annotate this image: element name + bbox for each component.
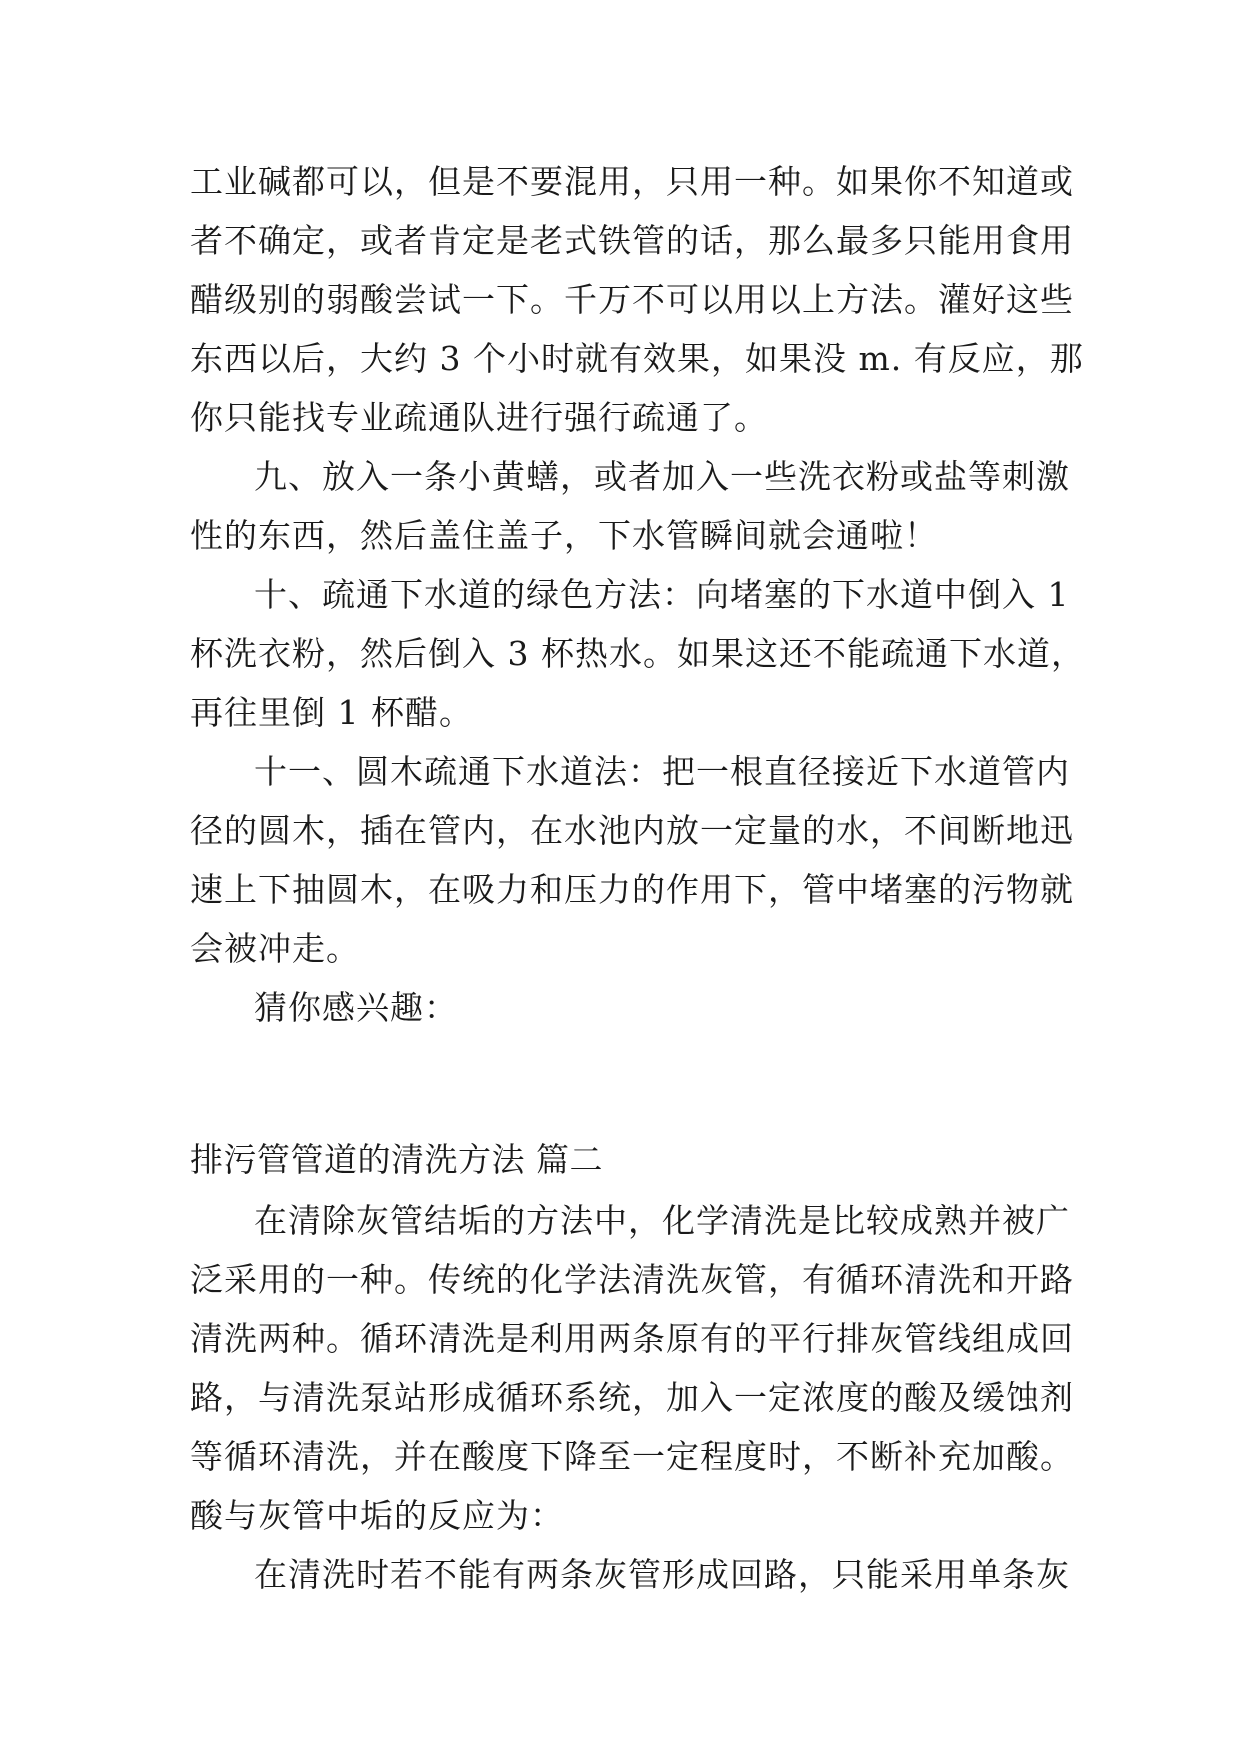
- section-spacer: [190, 1037, 1050, 1129]
- text-line: 泛采用的一种。传统的化学法清洗灰管，有循环清洗和开路: [190, 1260, 1074, 1299]
- document-body: [190, 152, 1085, 1604]
- text-line: 会被冲走。: [190, 929, 360, 968]
- paragraph-method-eleven: [190, 742, 1074, 978]
- text-line: 在清洗时若不能有两条灰管形成回路，只能采用单条灰: [254, 1555, 1070, 1594]
- paragraph-related-interest: [190, 978, 1050, 1037]
- text-line: 醋级别的弱酸尝试一下。千万不可以用以上方法。灌好这些: [190, 280, 1074, 319]
- text-line: 径的圆木，插在管内，在水池内放一定量的水，不间断地迅: [190, 811, 1074, 850]
- text-line: 十一、圆木疏通下水道法：把一根直径接近下水道管内: [254, 752, 1070, 791]
- text-line: 速上下抽圆木，在吸力和压力的作用下，管中堵塞的污物就: [190, 870, 1074, 909]
- paragraph-method-ten: [190, 565, 1085, 742]
- text-line: 酸与灰管中垢的反应为：: [190, 1496, 564, 1535]
- text-line: 在清除灰管结垢的方法中，化学清洗是比较成熟并被广: [254, 1201, 1070, 1240]
- text-line: 者不确定，或者肯定是老式铁管的话，那么最多只能用食用: [190, 221, 1074, 260]
- paragraph-single-pipe: [190, 1545, 1070, 1604]
- text-line: 杯洗衣粉，然后倒入 3 杯热水。如果这还不能疏通下水道，: [190, 634, 1085, 673]
- text-line: 路，与清洗泵站形成循环系统，加入一定浓度的酸及缓蚀剂: [190, 1378, 1074, 1417]
- text-line: 东西以后，大约 3 个小时就有效果，如果没 m. 有反应，那: [190, 339, 1084, 378]
- text-line: 工业碱都可以，但是不要混用，只用一种。如果你不知道或: [190, 162, 1074, 201]
- paragraph-chemical-cleaning: [190, 1191, 1074, 1545]
- paragraph-method-nine: [190, 447, 1070, 565]
- paragraph-alkali-note: [190, 152, 1084, 447]
- text-line: 九、放入一条小黄蟮，或者加入一些洗衣粉或盐等刺激: [254, 457, 1070, 496]
- related-interest-label: 猜你感兴趣：: [254, 988, 458, 1027]
- text-line: 你只能找专业疏通队进行强行疏通了。: [190, 398, 768, 437]
- text-line: 性的东西，然后盖住盖子，下水管瞬间就会通啦！: [190, 516, 938, 555]
- text-line: 十、疏通下水道的绿色方法：向堵塞的下水道中倒入 1: [254, 575, 1070, 614]
- section-title: 排污管管道的清洗方法 篇二: [190, 1140, 603, 1179]
- text-line: 清洗两种。循环清洗是利用两条原有的平行排灰管线组成回: [190, 1319, 1074, 1358]
- text-line: 再往里倒 1 杯醋。: [190, 693, 473, 732]
- text-line: 等循环清洗，并在酸度下降至一定程度时，不断补充加酸。: [190, 1437, 1074, 1476]
